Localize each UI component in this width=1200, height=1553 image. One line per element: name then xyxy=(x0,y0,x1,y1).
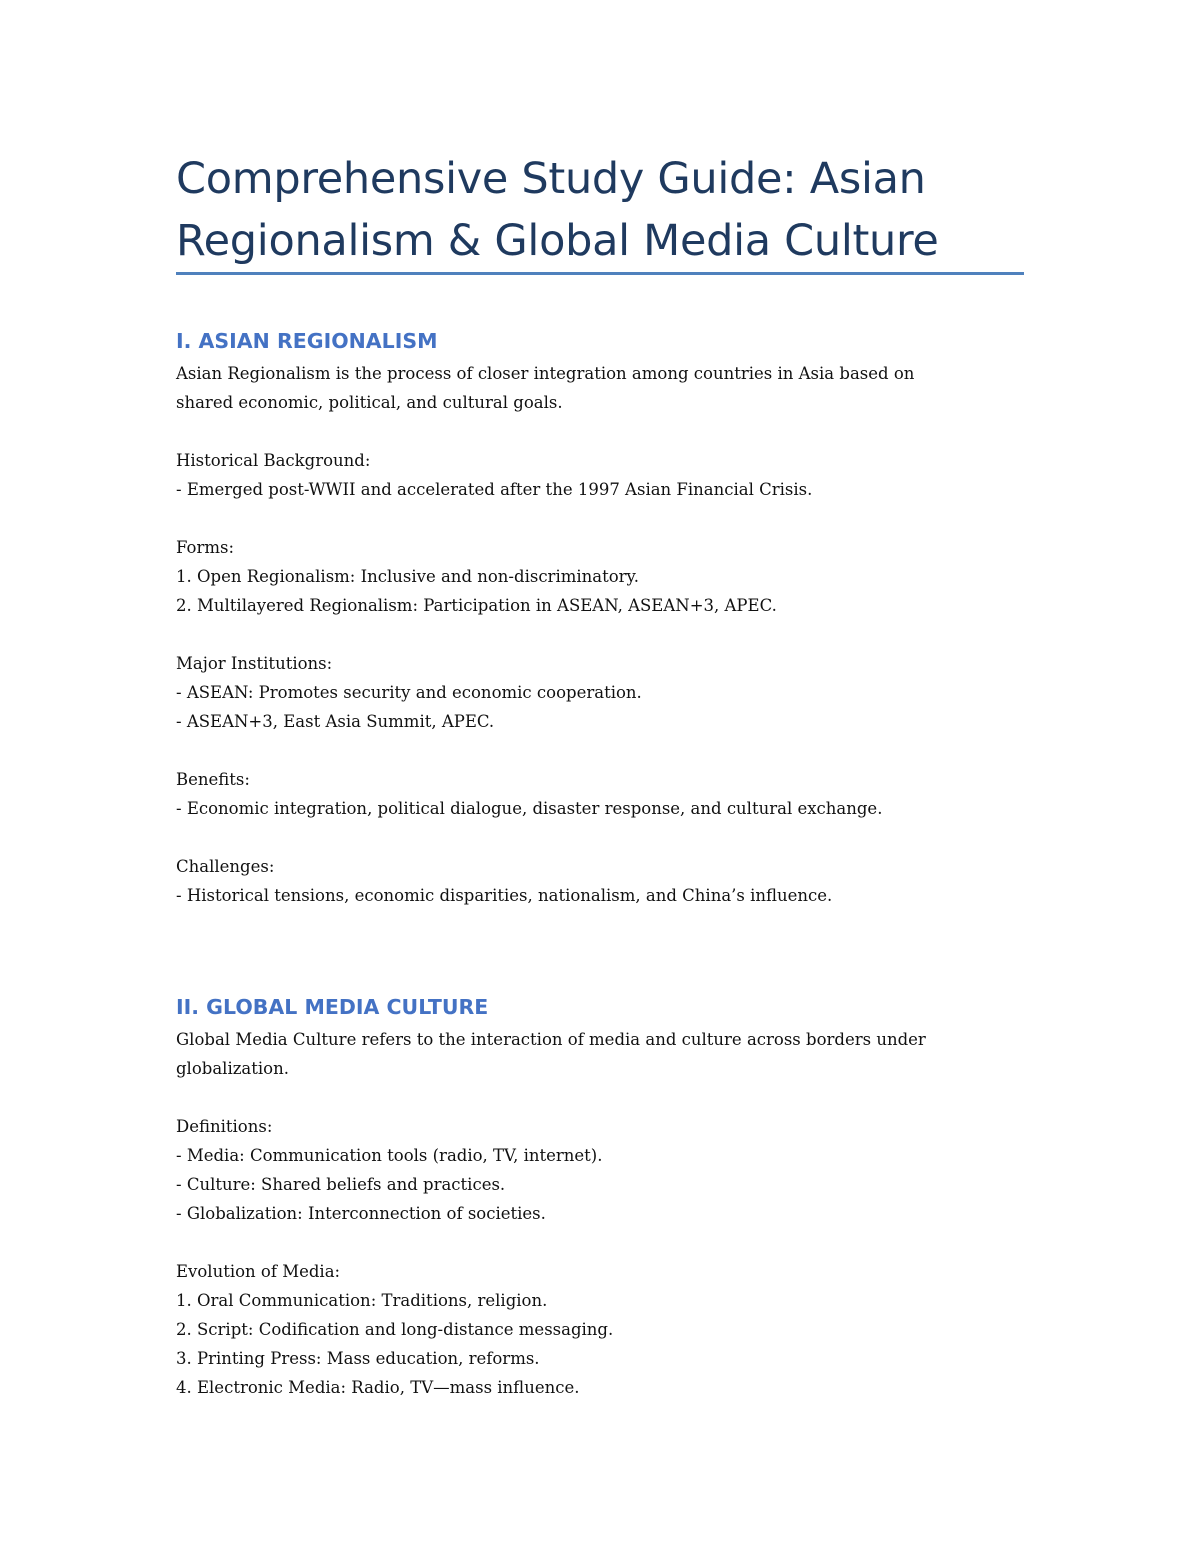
list-item: 2. Multilayered Regionalism: Participation in ASEAN, ASEAN+3, APEC. xyxy=(176,596,777,615)
section-intro xyxy=(176,1025,1006,1083)
block-label: Challenges: xyxy=(176,857,275,876)
list-item: - Economic integration, political dialogue, disaster response, and cultural exchange. xyxy=(176,799,883,818)
list-item: 1. Oral Communication: Traditions, religion. xyxy=(176,1291,548,1310)
title-line-1: Comprehensive Study Guide: Asian xyxy=(176,154,926,204)
block-label: Forms: xyxy=(176,538,235,557)
list-item: 3. Printing Press: Mass education, reforms. xyxy=(176,1349,540,1368)
intro-line: Global Media Culture refers to the interaction of media and culture across borders under xyxy=(176,1030,926,1049)
block-benefits xyxy=(176,765,1026,823)
list-item: - ASEAN+3, East Asia Summit, APEC. xyxy=(176,712,495,731)
block-challenges xyxy=(176,852,1026,910)
list-item: - Emerged post-WWII and accelerated after the 1997 Asian Financial Crisis. xyxy=(176,480,813,499)
block-forms xyxy=(176,533,1026,620)
block-historical-background xyxy=(176,446,1026,504)
block-label: Definitions: xyxy=(176,1117,273,1136)
section-intro xyxy=(176,359,1006,417)
list-item: 2. Script: Codification and long-distance messaging. xyxy=(176,1320,614,1339)
block-label: Evolution of Media: xyxy=(176,1262,341,1281)
intro-line: Asian Regionalism is the process of closer integration among countries in Asia based on xyxy=(176,364,915,383)
block-evolution-of-media xyxy=(176,1257,1026,1402)
list-item: 4. Electronic Media: Radio, TV—mass influence. xyxy=(176,1378,580,1397)
section-global-media-culture xyxy=(176,992,1026,1402)
section-heading: II. GLOBAL MEDIA CULTURE xyxy=(176,995,489,1019)
section-heading: I. ASIAN REGIONALISM xyxy=(176,329,438,353)
document-title xyxy=(176,148,1026,272)
list-item: - Historical tensions, economic disparities, nationalism, and China’s influence. xyxy=(176,886,833,905)
intro-line: globalization. xyxy=(176,1059,289,1078)
section-asian-regionalism xyxy=(176,326,1026,910)
block-label: Major Institutions: xyxy=(176,654,333,673)
list-item: - ASEAN: Promotes security and economic cooperation. xyxy=(176,683,642,702)
title-underline xyxy=(176,272,1024,275)
block-label: Benefits: xyxy=(176,770,250,789)
intro-line: shared economic, political, and cultural goals. xyxy=(176,393,563,412)
list-item: - Media: Communication tools (radio, TV, internet). xyxy=(176,1146,603,1165)
list-item: - Globalization: Interconnection of societies. xyxy=(176,1204,546,1223)
block-label: Historical Background: xyxy=(176,451,371,470)
list-item: - Culture: Shared beliefs and practices. xyxy=(176,1175,506,1194)
block-major-institutions xyxy=(176,649,1026,736)
list-item: 1. Open Regionalism: Inclusive and non-discriminatory. xyxy=(176,567,639,586)
block-definitions xyxy=(176,1112,1026,1228)
title-line-2: Regionalism & Global Media Culture xyxy=(176,216,939,266)
